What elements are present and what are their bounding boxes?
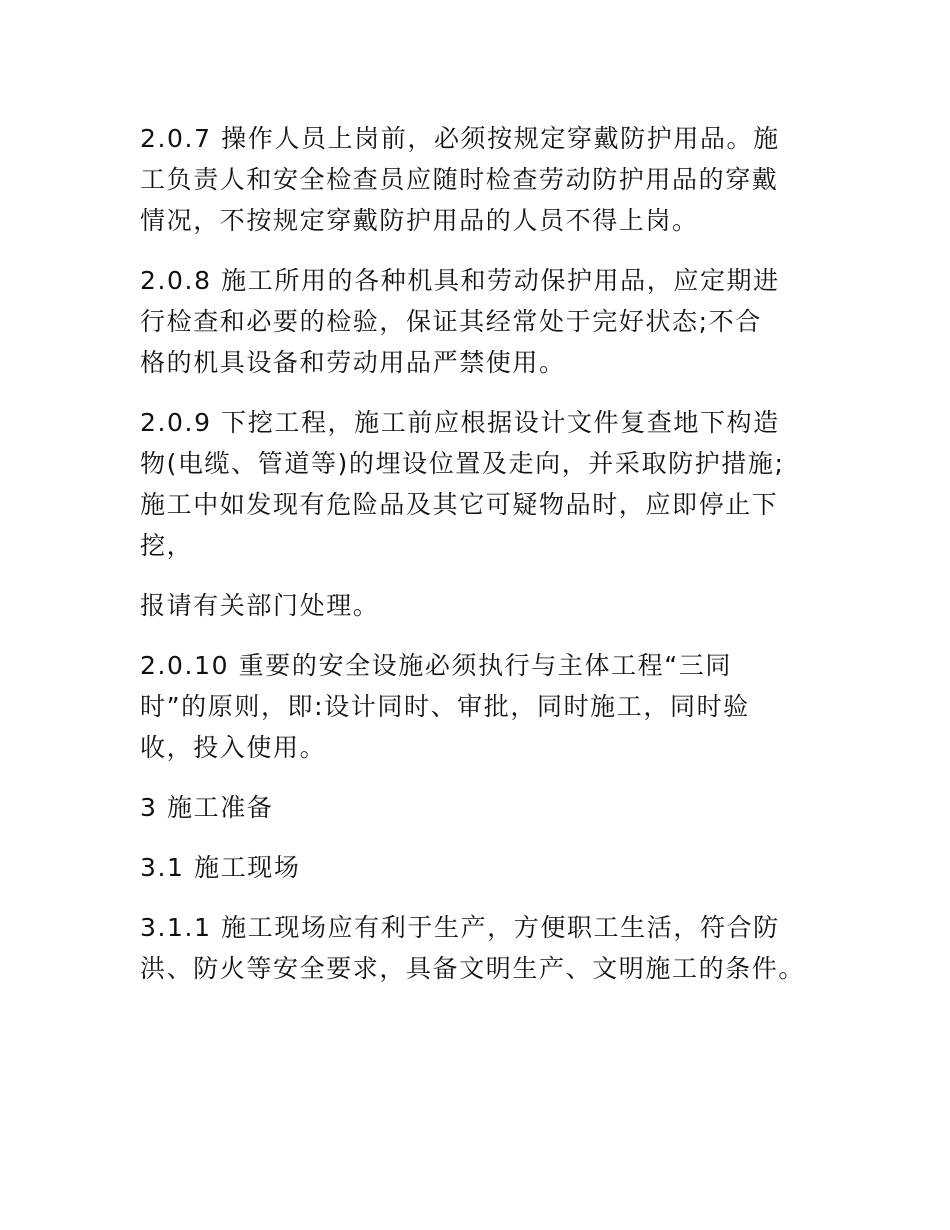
text-line: 施工中如发现有危险品及其它可疑物品时，应即停止下 [140,490,779,519]
clause-3-1-1 [140,907,830,989]
text-line: 挖， [140,531,194,560]
text-line: 3.1.1 施工现场应有利于生产，方便职工生活，符合防 [140,913,780,942]
section-title: 3.1 施工现场 [140,853,301,882]
text-line: 物(电缆、管道等)的埋设位置及走向，并采取防护措施; [140,449,785,478]
section-heading-3 [140,787,830,828]
text-line: 2.0.7 操作人员上岗前，必须按规定穿戴防护用品。施 [140,124,780,153]
clause-2-0-10 [140,645,830,768]
text-line: 2.0.10 重要的安全设施必须执行与主体工程“三同 [140,651,733,680]
clause-2-0-9 [140,402,830,566]
text-line: 时”的原则，即:设计同时、审批，同时施工，同时验 [140,692,750,721]
document-body [140,118,830,1008]
text-line: 情况，不按规定穿戴防护用品的人员不得上岗。 [140,206,699,235]
clause-2-0-9-continuation [140,585,830,626]
section-title: 3 施工准备 [140,793,274,822]
section-heading-3-1 [140,847,830,888]
clause-2-0-8 [140,260,830,383]
text-line: 格的机具设备和劳动用品严禁使用。 [140,348,566,377]
text-line: 2.0.8 施工所用的各种机具和劳动保护用品，应定期进 [140,266,780,295]
text-line: 报请有关部门处理。 [140,591,380,620]
clause-2-0-7 [140,118,830,241]
text-line: 2.0.9 下挖工程，施工前应根据设计文件复查地下构造 [140,408,780,437]
text-line: 行检查和必要的检验，保证其经常处于完好状态;不合 [140,307,762,336]
text-line: 洪、防火等安全要求，具备文明生产、文明施工的条件。 [140,954,806,983]
text-line: 工负责人和安全检查员应随时检查劳动防护用品的穿戴 [140,165,779,194]
text-line: 收，投入使用。 [140,733,327,762]
